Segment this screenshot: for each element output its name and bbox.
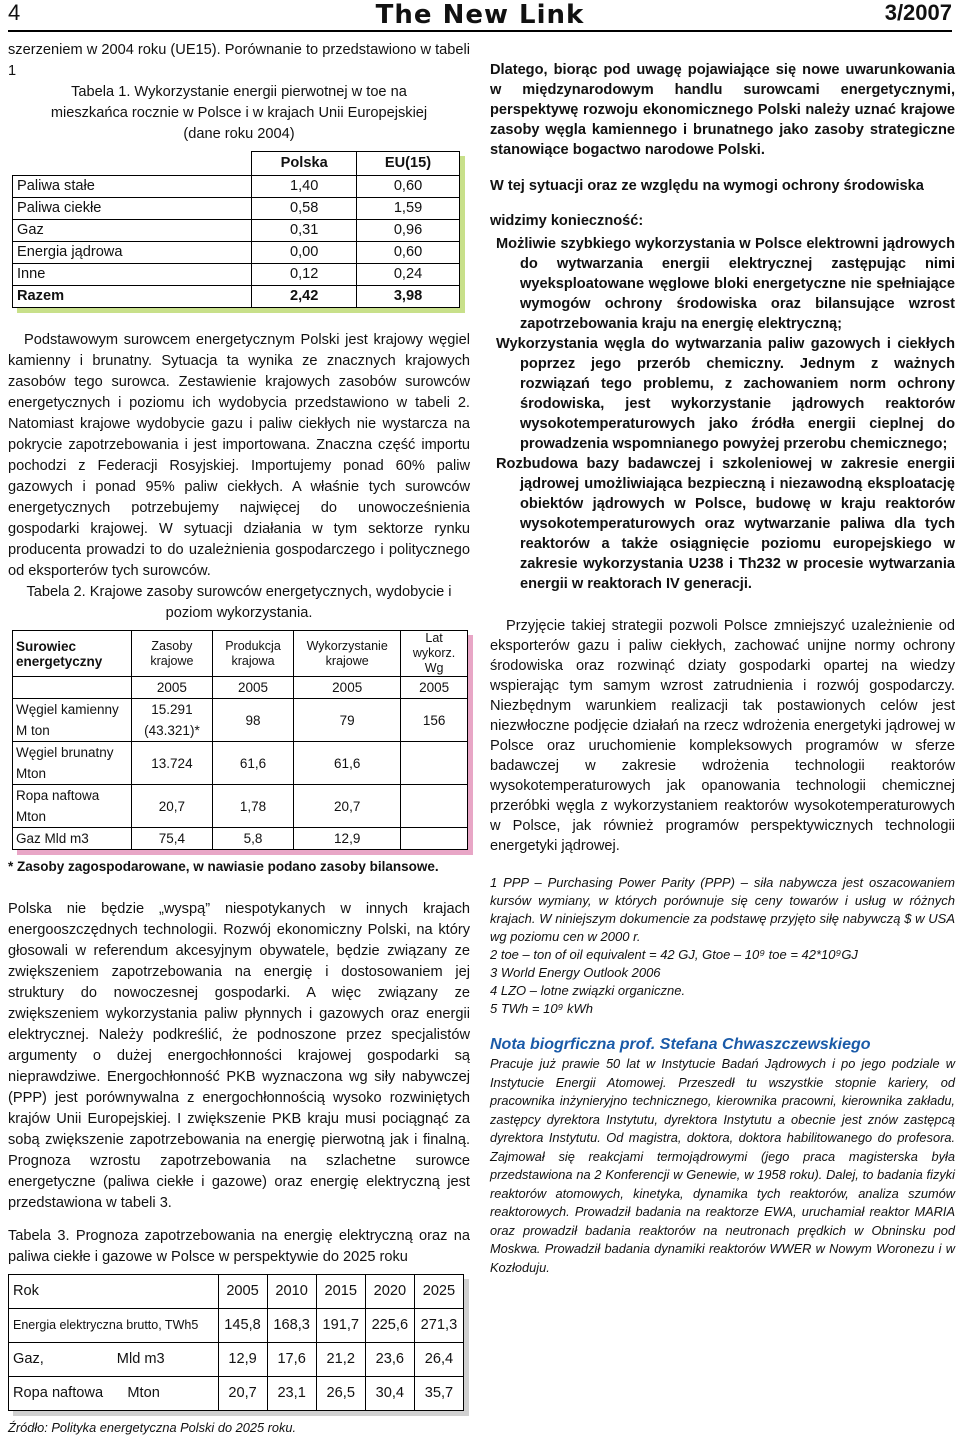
cell: 5,8: [212, 828, 293, 850]
row-label: Inne: [13, 264, 252, 286]
year-cell: 2020: [365, 1275, 414, 1309]
table2-head-produkcja: Produkcja krajowa: [212, 631, 293, 677]
cell: 1,59: [357, 198, 460, 220]
need-item: Rozbudowa bazy badawczej i szkoleniowej w zakresie energii jądrowej umożliwiająca bezpieczną i niezawodną eksploatację obiektów jądrowych w Polsce, budowę w kraju reaktorów wysokotemperaturowych oraz wytwarzanie paliwa dla tych reaktorów a także osiągnięcie poziomu europejskiego w zakresie wykorzystania U238 i Th232 w procesie wytwarzania energii w reaktorach IV generacji.: [496, 456, 955, 592]
year-cell: 2025: [414, 1275, 463, 1309]
table-3: [8, 1274, 464, 1411]
row-label: Węgiel brunatny Mton: [13, 742, 132, 785]
table3-caption: Tabela 3. Prognoza zapotrzebowania na energię elektryczną oraz na paliwa ciekłe i gazowe w Polsce w perspektywie do 2025 roku: [8, 1228, 470, 1265]
cell: 1,40: [252, 176, 357, 198]
table-row: [13, 264, 460, 286]
table-header-row: [9, 1275, 464, 1309]
cell: 75,4: [132, 828, 213, 850]
cell: 3,98: [357, 286, 460, 308]
footnotes: [490, 874, 955, 1018]
bio-title: Nota biogrficzna prof. Stefana Chwaszczewskiego: [490, 1036, 871, 1053]
cell: 0,31: [252, 220, 357, 242]
paragraph-strategy: Przyjęcie takiej strategii pozwoli Polsce zmniejszyć uzależnienie od eksporterów gazu i paliw ciekłych, zachować unijne normy ochrony środowiska oraz rozwinąć dziaty gospodarki opartej na wiedzy wspierając tym samym wzrost zatrudnienia i rozwój gospodarczy. Niezbędnym warunkiem realizacji tak postawionych celów jest niezwłoczne podjęcie działań na rzecz wdrożenia energetyki jądrowej w Polsce oraz uruchomienie kompleksowych programów w sferze badawczej w zakresie wdrożenia technologii reaktorów wysokotemperaturowych jak opanowania technologii chemicznej przeróbki węgla z wykorzystaniem reaktorów wysokotemperaturowych w Polsce, jak również programów perspektywicznych technologii energetyki jądrowej.: [490, 618, 955, 854]
cell: 156: [401, 699, 468, 742]
lead-line-2: widzimy konieczność:: [490, 213, 644, 229]
page-header: [8, 0, 952, 32]
cell: 61,6: [294, 742, 401, 785]
table-2: [12, 630, 468, 850]
table-row: [13, 828, 468, 850]
cell: 1,78: [212, 785, 293, 828]
cell: 30,4: [365, 1377, 414, 1411]
cell: 0,00: [252, 242, 357, 264]
table-row: [13, 220, 460, 242]
issue-number: 3/2007: [884, 0, 952, 25]
cell: 26,4: [414, 1343, 463, 1377]
row-label: Paliwa stałe: [13, 176, 252, 198]
table2-head-wykorzystanie: Wykorzystanie krajowe: [294, 631, 401, 677]
table2-footnote: * Zasoby zagospodarowane, w nawiasie podano zasoby bilansowe.: [8, 859, 439, 874]
row-label: Paliwa ciekłe: [13, 198, 252, 220]
cell: [401, 828, 468, 850]
cell: 191,7: [316, 1309, 365, 1343]
row-label: Gaz Mld m3: [13, 828, 132, 850]
year-cell: 2015: [316, 1275, 365, 1309]
cell: 35,7: [414, 1377, 463, 1411]
cell: 13.724: [132, 742, 213, 785]
right-column: [490, 60, 955, 1277]
table-row: [13, 242, 460, 264]
lead-line-1: W tej sytuacji oraz ze względu na wymogi ochrony środowiska: [490, 178, 924, 194]
cell: 20,7: [294, 785, 401, 828]
cell: 0,58: [252, 198, 357, 220]
table-row: [13, 699, 468, 742]
footnote: 2 toe – ton of oil equivalent = 42 GJ, Gtoe – 10⁹ toe = 42*10⁹GJ: [490, 947, 858, 962]
cell: 0,12: [252, 264, 357, 286]
footnote: 5 TWh = 10⁹ kWh: [490, 1001, 593, 1016]
paragraph-strategic: Dlatego, biorąc pod uwagę pojawiające się nowe uwarunkowania w międzynarodowym handlu surowcami energetycznymi, perspektywę rozwoju ekonomicznego Polski należy uznać krajowe zasoby węgla kamiennego i brunatnego jako zasoby strategiczne stanowiące bogactwo narodowe Polski.: [490, 62, 955, 158]
cell: 12,9: [294, 828, 401, 850]
year-cell: 2005: [218, 1275, 267, 1309]
footnote: 4 LZO – lotne związki organiczne.: [490, 983, 686, 998]
table-row: [9, 1309, 464, 1343]
year-cell: 2005: [212, 677, 293, 699]
cell: 145,8: [218, 1309, 267, 1343]
masthead-logo: The New Link: [375, 0, 585, 30]
table1-col-eu: EU(15): [357, 152, 460, 176]
footnote: 1 PPP – Purchasing Power Parity (PPP) – siła nabywcza jest oszacowaniem kursów wymiany, w których porównuje się ceny towarów i usług w różnych krajach. W niniejszym dokumencie za podstawę przyjęto siłę nabywczą $ w USA wg poziomu cen w 2000 r.: [490, 875, 955, 944]
need-item: Możliwie szybkiego wykorzystania w Polsce elektrowni jądrowych do wytwarzania energii elektrycznej zastępując nimi wyeksploatowane węglowe bloki energetyczne nie spełniające wymogów ochrony środowiska oraz bilansujące wzrost zapotrzebowania kraju na energię elektryczną;: [496, 236, 955, 332]
table2-head-zasoby: Zasoby krajowe: [132, 631, 213, 677]
row-label: Gaz, Mld m3: [9, 1343, 219, 1377]
need-item: Wykorzystania węgla do wytwarzania paliw gazowych i ciekłych poprzez jego przerób chemiczny. Jednym z ważnych rozwiązań tego problemu, z zachowaniem norm ochrony środowiska, jest wykorzystanie jądrowych reaktorów wysokotemperaturowych jako źródła energii cieplnej do prowadzenia wspomnianego powyżej przerobu chemicznego;: [496, 336, 955, 452]
cell: 2,42: [252, 286, 357, 308]
cell: 98: [212, 699, 293, 742]
table2-caption: Tabela 2. Krajowe zasoby surowców energetycznych, wydobycie i poziom wykorzystania.: [26, 584, 452, 621]
cell: 0,24: [357, 264, 460, 286]
footnote: 3 World Energy Outlook 2006: [490, 965, 661, 980]
cell: 79: [294, 699, 401, 742]
cell: 20,7: [218, 1377, 267, 1411]
left-column: [8, 40, 470, 1438]
cell: 21,2: [316, 1343, 365, 1377]
cell: 271,3: [414, 1309, 463, 1343]
table3-source: Źródło: Polityka energetyczna Polski do 2025 roku.: [8, 1420, 297, 1435]
paragraph-forecast: Polska nie będzie „wyspą” niespotykanych w innych krajach energooszczędnych technologii. Rozwój ekonomiczny Polski, na który głosowali w referendum akcesyjnym obywatele, będzie związany ze zwiększeniem zapotrzebowania na energię i dostosowaniem jej struktury do nowoczesnej gospodarki. A więc związany ze zwiększeniem wykorzystania paliw płynnych i gazowych oraz energii elektrycznej. Należy podkreślić, że podnoszone przez specjalistów argumenty o dużej energochłonności krajowej gospodarki są nieprawdziwe. Energochłonność PKB wyznaczona wg siły nabywczej (PPP) jest porównywalna z energochłonnością wysoko rozwiniętych krajów Unii Europejskiej. I zwiększenie PKB kraju musi pociągnąć za sobą zwiększenie zapotrzebowania na energię pierwotną jak i finalną. Prognoza wzrostu zapotrzebowania na szlachetne surowce energetyczne (paliwa ciekłe i gazowe) oraz energię elektryczną jest przedstawiona w tabeli 3.: [8, 901, 470, 1211]
table-1: [12, 151, 460, 308]
paragraph-resources: Podstawowym surowcem energetycznym Polski jest krajowy węgiel kamienny i brunatny. Sytuacja ta wynika ze znacznych krajowych zasobów tego surowca. Zestawienie krajowych zasobów surowców energetycznych i poziomu ich wydobycia przedstawiono w tabeli 2. Natomiast krajowe wydobycie gazu i paliw ciekłych nie wystarcza na pokrycie zapotrzebowania i jest importowana. Znaczna część importu pochodzi z Federacji Rosyjskiej. Importujemy ponad 60% paliw gazowych i ponad 95% paliw ciekłych. A właśnie tych surowców energetycznych potrzebujemy najwięcej do unowocześnienia gospodarki krajowej. W sytuacji działania w tym sektorze rynku producenta prowadzi to do uzależnienia gospodarczego i politycznego od eksporterów tych surowców.: [8, 332, 470, 579]
cell: 168,3: [267, 1309, 316, 1343]
table-row: [9, 1377, 464, 1411]
table1-col-polska: Polska: [252, 152, 357, 176]
row-label: Energia elektryczna brutto, TWh5: [9, 1309, 219, 1343]
cell: 23,6: [365, 1343, 414, 1377]
header-rule: [8, 30, 952, 32]
row-label: Rok: [9, 1275, 219, 1309]
bio-text: Pracuje już prawie 50 lat w Instytucie Badań Jądrowych i po jego podziale w Instytucie Energii Atomowej. Przeszedł tu wszystkie stopnie kariery, od pracownika inżynieryjno technicznego, kierownika pracowni, kierownika zakładu, zastępcy dyrektora Instytutu, dyrektora Instytutu a obecnie jest znów zastępcą dyrektora Instytutu. Od magistra, doktora, doktora habilitowanego do profesora. Zajmował się reakcjami termojądrowymi (jego praca magisterska była przedstawiona na 2 Konferencji w Genewie, w 1958 roku). Dalej, to badania fizyki reaktorów atomowych, kinetyka, dynamika tych reaktorów, analiza szumów reaktorowych. Prowadził badania na reaktorze EWA, uruchamiał reaktor MARIA oraz prowadził badania reaktorów na neutronach prędkich w Obninsku pod Moskwa. Prowadził badania dynamiki reaktorów WWER w Nowym Woronezu i w Kozłoduju.: [490, 1056, 955, 1275]
row-label: Ropa naftowa Mton: [13, 785, 132, 828]
row-label: Gaz: [13, 220, 252, 242]
page-number: 4: [8, 0, 21, 25]
row-label: Energia jądrowa: [13, 242, 252, 264]
cell: [401, 742, 468, 785]
paragraph-intro: szerzeniem w 2004 roku (UE15). Porównanie to przedstawiono w tabeli 1: [8, 42, 470, 79]
table1-caption: Tabela 1. Wykorzystanie energii pierwotnej w toe na mieszkańca rocznie w Polsce i w krajach Unii Europejskiej (dane roku 2004): [50, 84, 428, 142]
cell: 0,96: [357, 220, 460, 242]
year-cell: 2010: [267, 1275, 316, 1309]
cell: 0,60: [357, 176, 460, 198]
table-row: [13, 198, 460, 220]
cell: 61,6: [212, 742, 293, 785]
table-row: [9, 1343, 464, 1377]
cell: 20,7: [132, 785, 213, 828]
row-label: Ropa naftowa Mton: [9, 1377, 219, 1411]
table-row-total: [13, 286, 460, 308]
row-label: Węgiel kamienny M ton: [13, 699, 132, 742]
year-cell: 2005: [294, 677, 401, 699]
cell: 26,5: [316, 1377, 365, 1411]
cell: 12,9: [218, 1343, 267, 1377]
cell: 17,6: [267, 1343, 316, 1377]
table2-head-surowiec: Surowiec energetyczny: [13, 631, 132, 677]
table-row: [13, 742, 468, 785]
table2-head-lat: Lat wykorz. Wg: [401, 631, 468, 677]
row-label: Razem: [13, 286, 252, 308]
cell: 23,1: [267, 1377, 316, 1411]
table-row: [13, 176, 460, 198]
year-cell: 2005: [401, 677, 468, 699]
cell: [401, 785, 468, 828]
cell: 0,60: [357, 242, 460, 264]
cell: 225,6: [365, 1309, 414, 1343]
year-cell: 2005: [132, 677, 213, 699]
table-row: [13, 785, 468, 828]
cell: 15.291 (43.321)*: [132, 699, 213, 742]
